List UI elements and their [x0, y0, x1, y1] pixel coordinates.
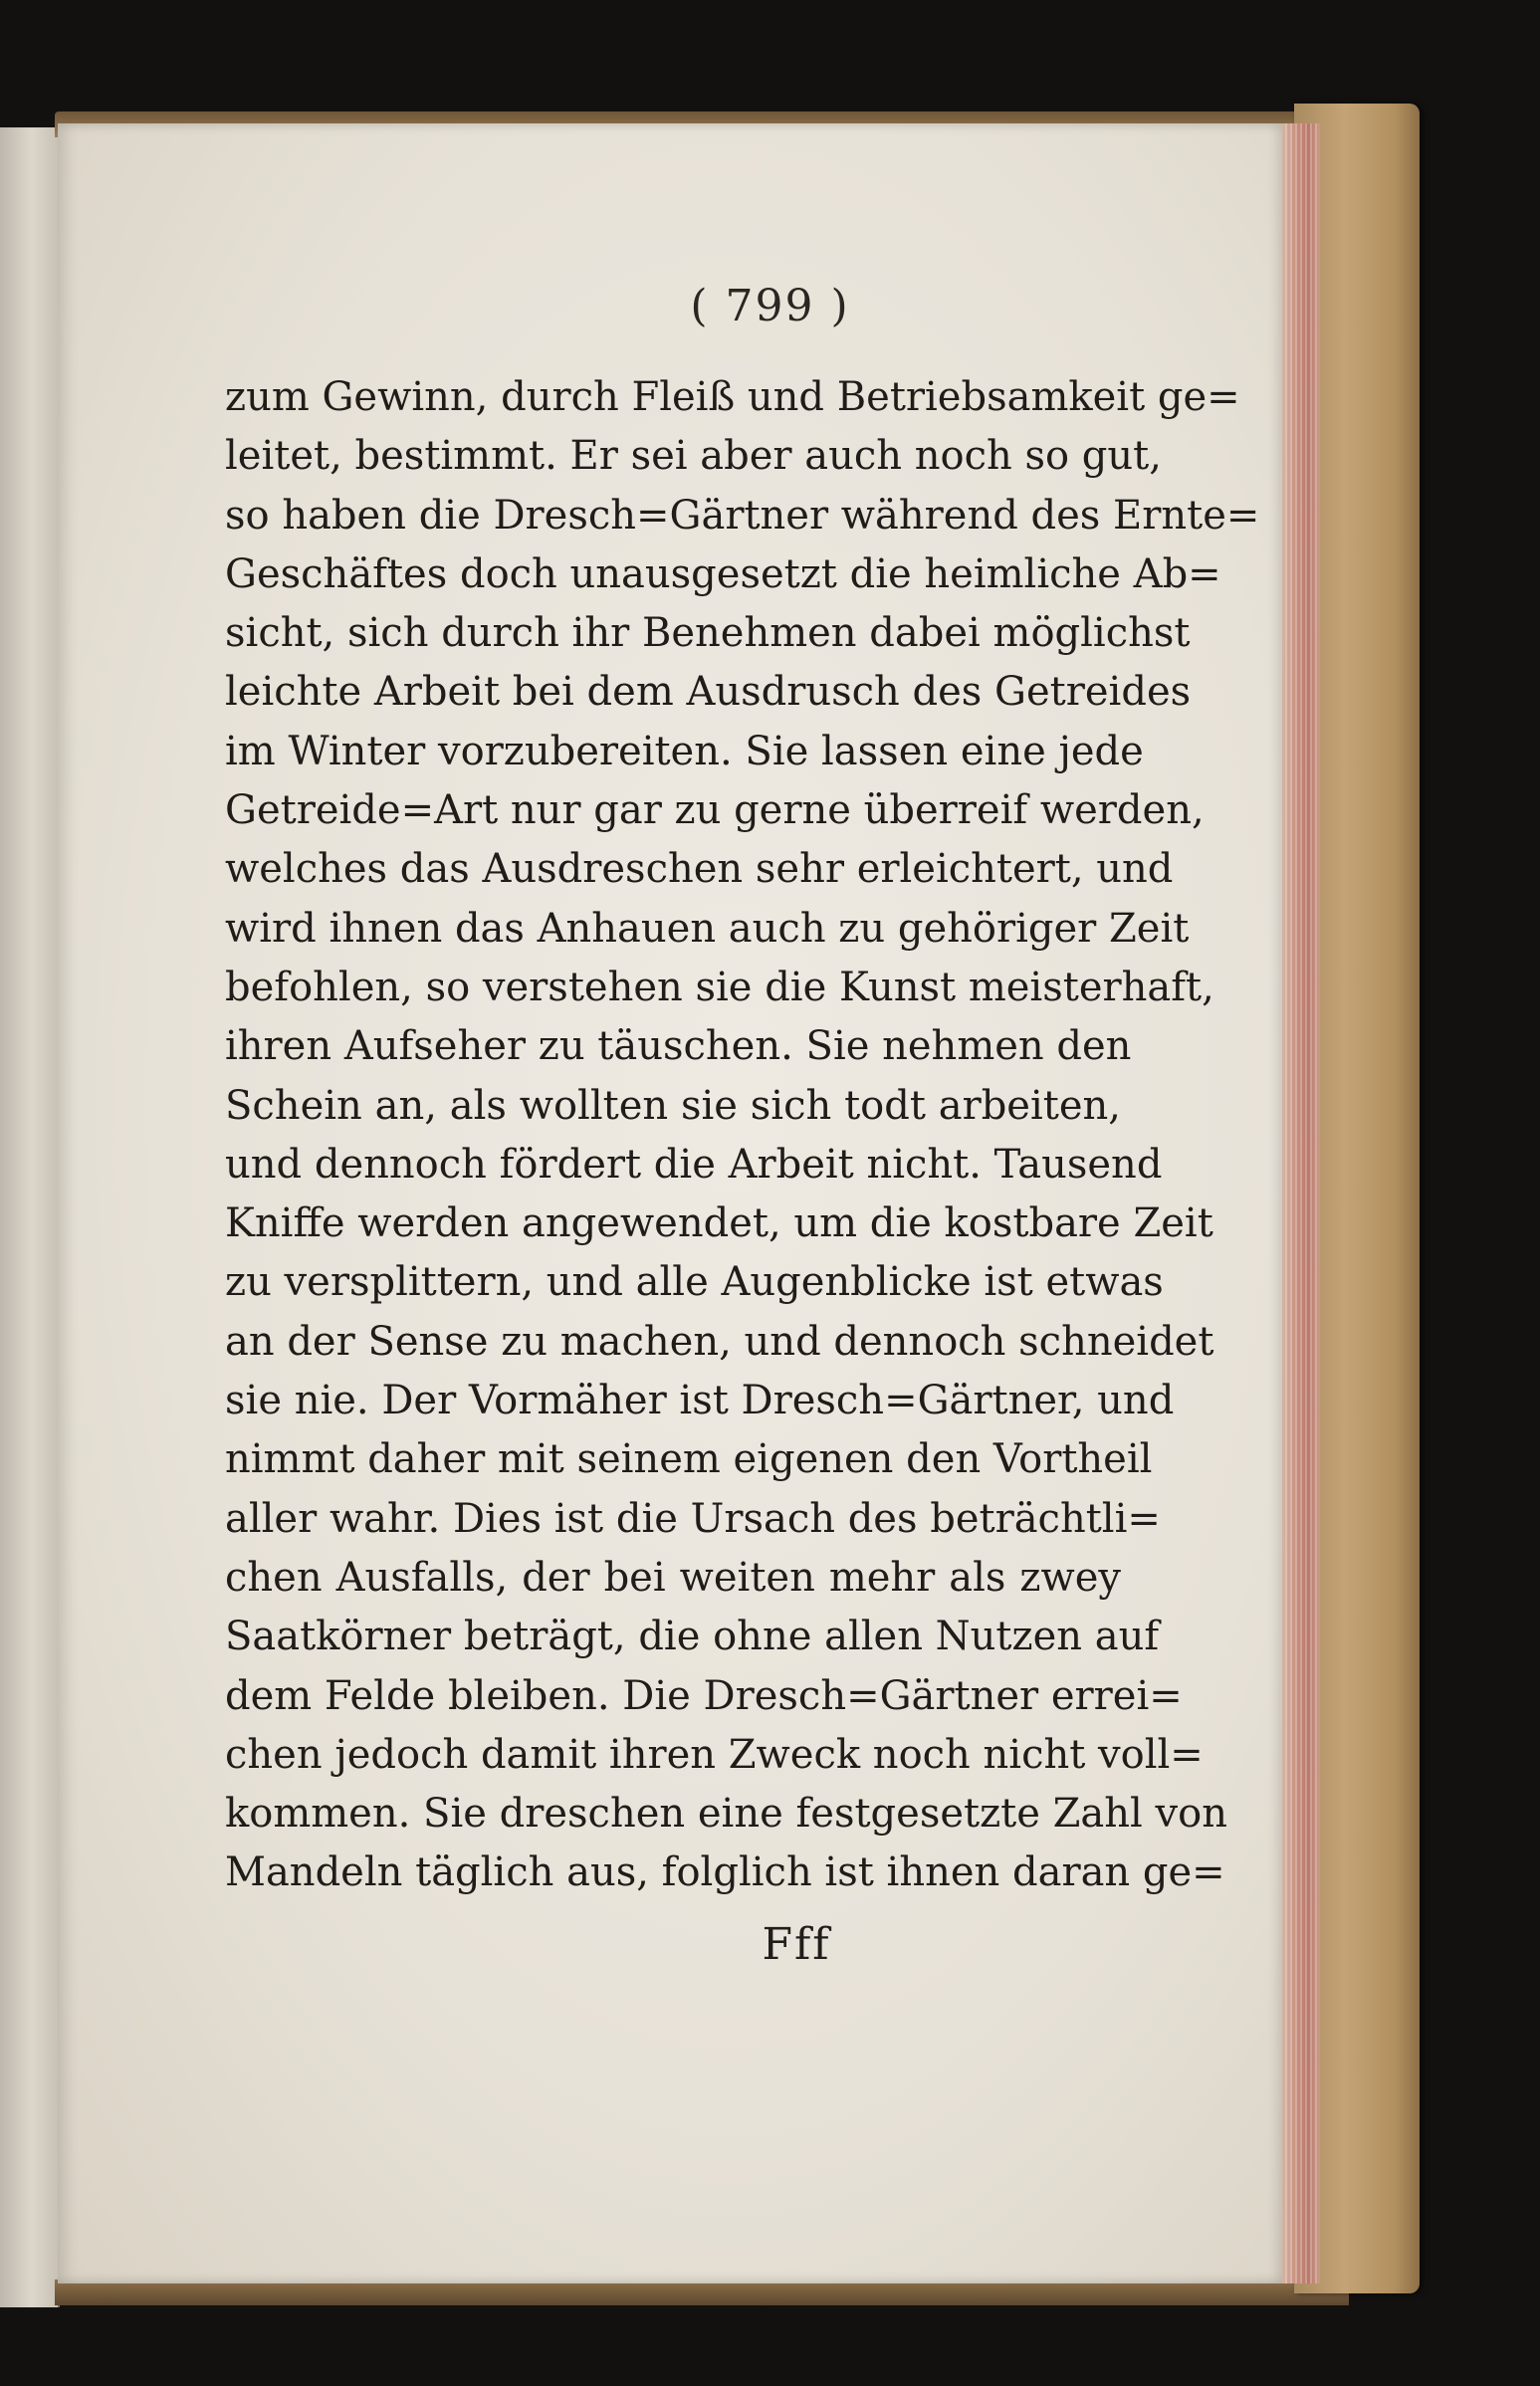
text-line: kommen. Sie dreschen eine festgesetzte Zahl von [225, 1791, 1227, 1838]
text-line: zu versplittern, und alle Augenblicke ist etwas [225, 1259, 1164, 1306]
text-line: Geschäftes doch unausgesetzt die heimliche Ab= [225, 550, 1221, 597]
text-line: zum Gewinn, durch Fleiß und Betriebsamkeit ge= [225, 374, 1240, 420]
text-line: ihren Aufseher zu täuschen. Sie nehmen den [225, 1023, 1132, 1070]
text-line: und dennoch fördert die Arbeit nicht. Tausend [225, 1141, 1163, 1188]
text-line: leitet, bestimmt. Er sei aber auch noch so gut, [225, 433, 1162, 480]
text-line: Kniffe werden angewendet, um die kostbare Zeit [225, 1200, 1213, 1247]
text-line: sicht, sich durch ihr Benehmen dabei möglichst [225, 610, 1191, 657]
text-line: so haben die Dresch=Gärtner während des Ernte= [225, 492, 1260, 539]
text-line: Mandeln täglich aus, folglich ist ihnen daran ge= [225, 1849, 1225, 1896]
text-line: welches das Ausdreschen sehr erleichtert, und [225, 846, 1174, 893]
text-line: wird ihnen das Anhauen auch zu gehöriger Zeit [225, 905, 1190, 952]
text-line: Saatkörner beträgt, die ohne allen Nutzen auf [225, 1614, 1160, 1660]
text-line: befohlen, so verstehen sie die Kunst meisterhaft, [225, 964, 1214, 1010]
text-line: Schein an, als wollten sie sich todt arbeiten, [225, 1082, 1121, 1129]
body-text [225, 368, 1260, 1903]
sprinkled-page-edge [1280, 123, 1320, 2283]
text-line: chen Ausfalls, der bei weiten mehr als zwey [225, 1554, 1121, 1601]
text-line: chen jedoch damit ihren Zweck noch nicht voll= [225, 1731, 1204, 1778]
signature-mark: Fff [762, 1919, 831, 1970]
text-line: nimmt daher mit seinem eigenen den Vortheil [225, 1436, 1153, 1483]
text-line: aller wahr. Dies ist die Ursach des beträchtli= [225, 1495, 1161, 1542]
page-number: ( 799 ) [690, 281, 850, 331]
left-page-edge [0, 127, 60, 2307]
text-line: Getreide=Art nur gar zu gerne überreif werden, [225, 787, 1205, 834]
text-line: an der Sense zu machen, und dennoch schneidet [225, 1318, 1214, 1365]
text-line: im Winter vorzubereiten. Sie lassen eine jede [225, 728, 1144, 774]
text-line: leichte Arbeit bei dem Ausdrusch des Getreides [225, 669, 1192, 716]
text-line: sie nie. Der Vormäher ist Dresch=Gärtner, und [225, 1378, 1175, 1424]
text-line: dem Felde bleiben. Die Dresch=Gärtner errei= [225, 1672, 1183, 1719]
